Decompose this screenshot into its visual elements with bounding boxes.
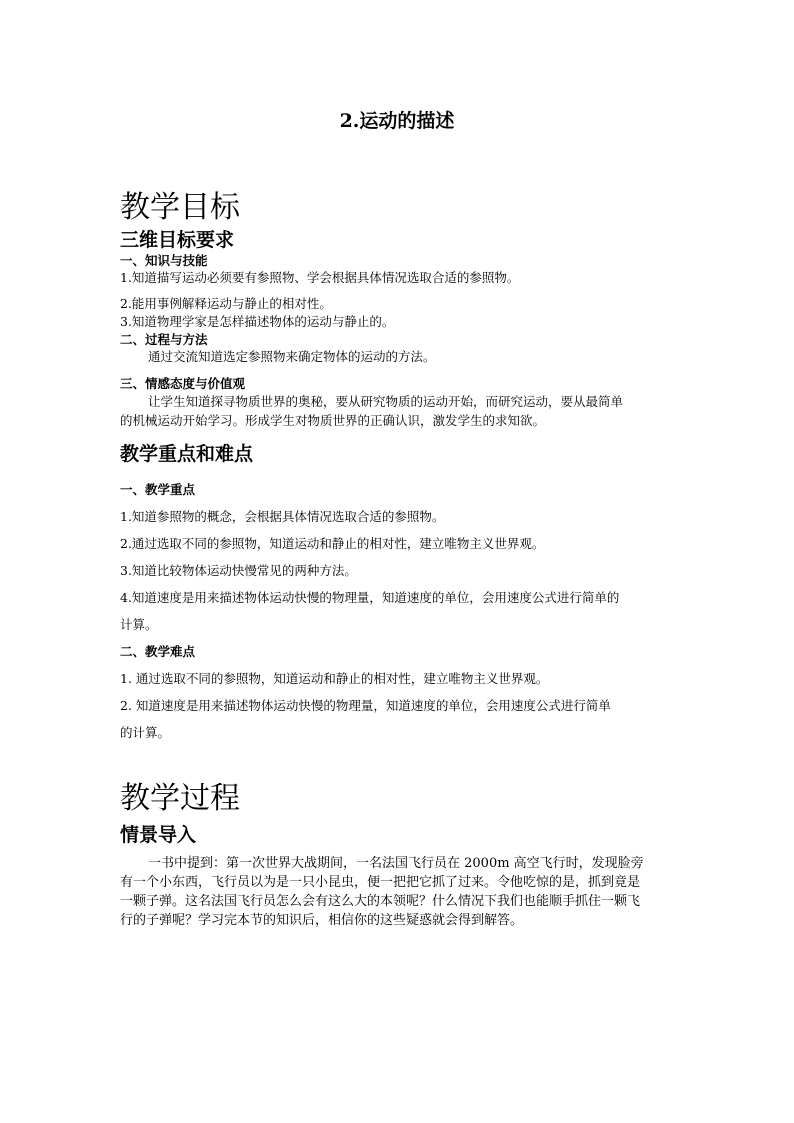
process-method-text: 通过交流知道选定参照物来确定物体的运动的方法。 [148,349,436,364]
difficult-point-item: 2. 知道速度是用来描述物体运动快慢的物理量，知道速度的单位，会用速度公式进行简单 [120,698,611,713]
paragraph-line: 一书中提到：第一次世界大战期间，一名法国飞行员在 2000m 高空飞行时，发现脸旁 [148,856,644,871]
scenario-paragraph [120,854,676,930]
key-point-item: 1.知道参照物的概念，会根据具体情况选取合适的参照物。 [120,509,445,524]
knowledge-item: 1.知道描写运动必须要有参照物、学会根据具体情况选取合适的参照物。 [120,270,520,285]
difficult-point-item: 1. 通过选取不同的参照物，知道运动和静止的相对性，建立唯物主义世界观。 [120,671,549,686]
key-point-item: 计算。 [120,617,158,632]
attitude-values-title: 三、情感态度与价值观 [120,376,246,391]
process-method-title: 二、过程与方法 [120,332,208,347]
key-point-item: 4.知道速度是用来描述物体运动快慢的物理量，知道速度的单位，会用速度公式进行简单的 [120,590,620,605]
heading-teaching-process: 教学过程 [120,781,240,816]
paragraph-line: 一颗子弹。这名法国飞行员怎么会有这么大的本领呢？什么情况下我们也能顺手抓住一颗飞 [120,894,641,909]
heading-key-difficult-points: 教学重点和难点 [120,443,254,465]
heading-teaching-goals: 教学目标 [120,190,240,225]
knowledge-skills-title: 一、知识与技能 [120,253,208,268]
key-point-item: 2.通过选取不同的参照物，知道运动和静止的相对性，建立唯物主义世界观。 [120,536,545,551]
document-title: 2.运动的描述 [339,110,455,132]
subheading-scenario-intro: 情景导入 [120,824,197,846]
paragraph-line: 行的子弹呢？学习完本节的知识后，相信你的这些疑惑就会得到解答。 [120,913,524,928]
key-point-item: 3.知道比较物体运动快慢常见的两种方法。 [120,563,357,578]
key-points-title: 一、教学重点 [120,482,196,497]
difficult-point-item: 的计算。 [120,725,171,740]
knowledge-item: 3.知道物理学家是怎样描述物体的运动与静止的。 [120,314,395,329]
attitude-text-line: 的机械运动开始学习。形成学生对物质世界的正确认识，激发学生的求知欲。 [120,413,546,428]
paragraph-line: 有一个小东西，飞行员以为是一只小昆虫，便一把把它抓了过来。令他吃惊的是，抓到竟是 [120,875,641,890]
knowledge-item: 2.能用事例解释运动与静止的相对性。 [120,296,332,311]
attitude-text-line: 让学生知道探寻物质世界的奥秘，要从研究物质的运动开始，而研究运动，要从最简单 [148,394,624,409]
difficult-points-title: 二、教学难点 [120,644,196,659]
subheading-three-dim-goals: 三维目标要求 [120,229,235,251]
